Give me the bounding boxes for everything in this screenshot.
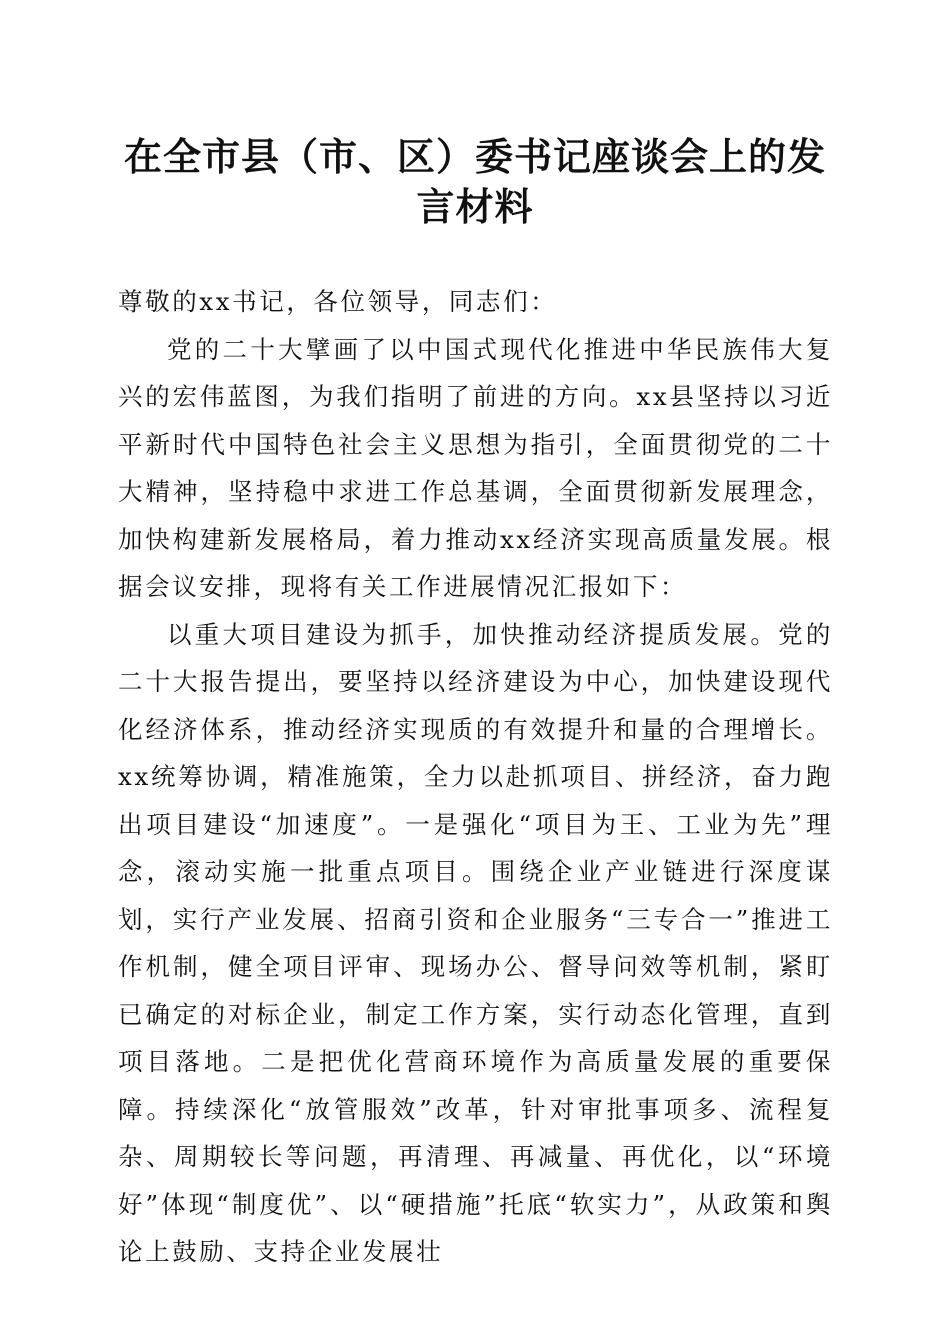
document-title: 在全市县（市、区）委书记座谈会上的发言材料	[123, 134, 826, 229]
document-body	[118, 278, 833, 1276]
paragraph-intro: 党的二十大擘画了以中国式现代化推进中华民族伟大复兴的宏伟蓝图，为我们指明了前进的方向。xx县坚持以习近平新时代中国特色社会主义思想为指引，全面贯彻党的二十大精神，坚持稳中求进工作总基调，全面贯彻新发展理念，加快构建新发展格局，着力推动xx经济实现高质量发展。根据会议安排，现将有关工作进展情况汇报如下：	[118, 334, 833, 601]
paragraph-projects: 以重大项目建设为抓手，加快推动经济提质发展。党的二十大报告提出，要坚持以经济建设为中心，加快建设现代化经济体系，推动经济实现质的有效提升和量的合理增长。xx统筹协调，精准施策，全力以赴抓项目、拼经济，奋力跑出项目建设“加速度”。一是强化“项目为王、工业为先”理念，滚动实施一批重点项目。围绕企业产业链进行深度谋划，实行产业发展、招商引资和企业服务“三专合一”推进工作机制，健全项目评审、现场办公、督导问效等机制，紧盯已确定的对标企业，制定工作方案，实行动态化管理，直到项目落地。二是把优化营商环境作为高质量发展的重要保障。持续深化“放管服效”改革，针对审批事项多、流程复杂、周期较长等问题，再清理、再减量、再优化，以“环境好”体现“制度优”、以“硬措施”托底“软实力”，从政策和舆论上鼓励、支持企业发展壮	[118, 619, 833, 1266]
salutation: 尊敬的xx书记，各位领导，同志们：	[118, 287, 558, 316]
